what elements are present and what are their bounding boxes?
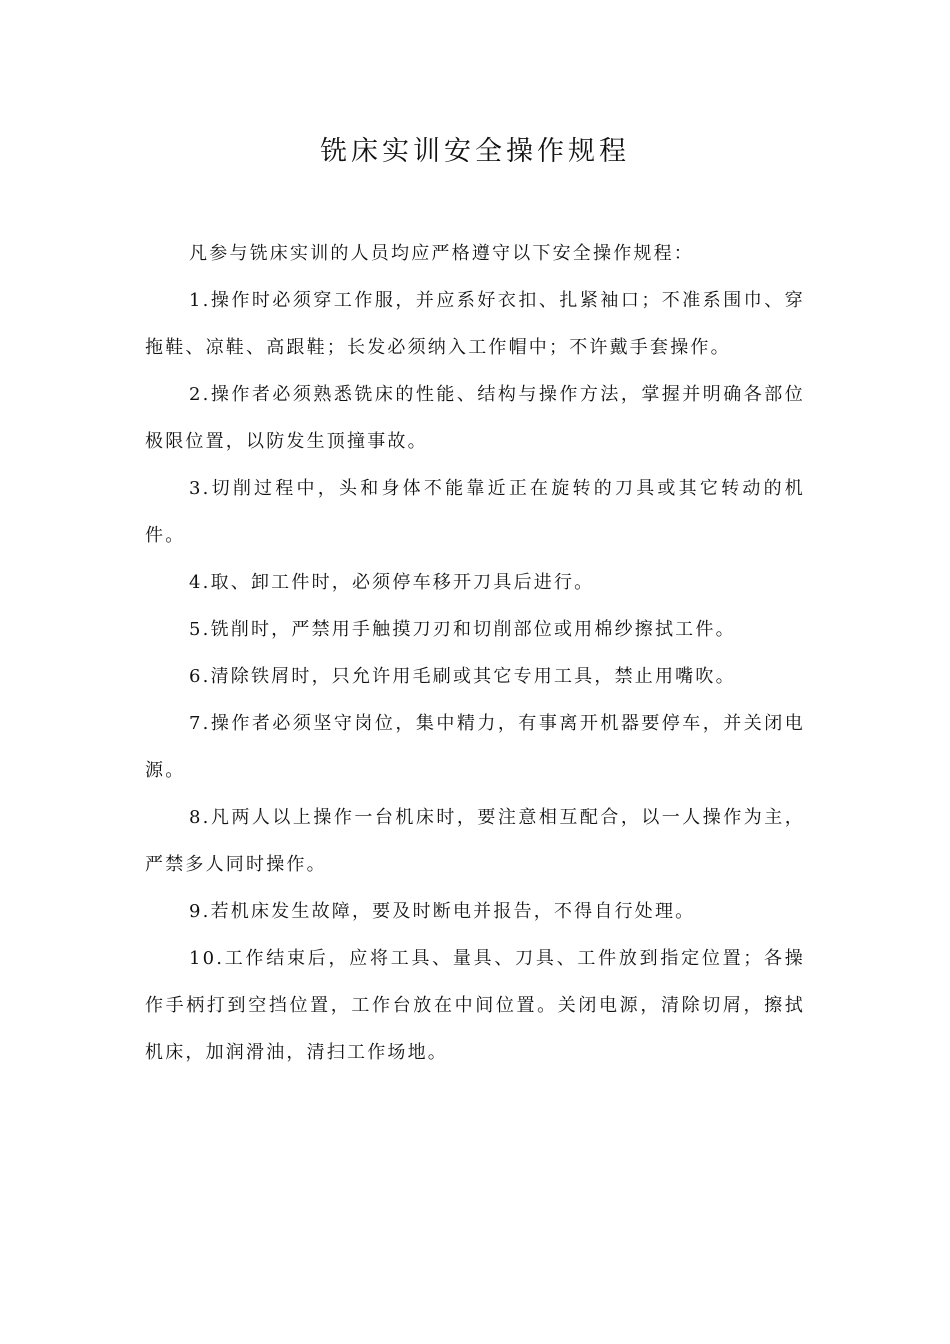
document-body: [145, 230, 805, 1076]
rule-item-6: 6.清除铁屑时，只允许用毛刷或其它专用工具，禁止用嘴吹。: [189, 666, 736, 687]
rule-item-10: 10.工作结束后，应将工具、量具、刀具、工件放到指定位置；各操作手柄打到空挡位置，工作台放在中间位置。关闭电源，清除切屑，擦拭机床，加润滑油，清扫工作场地。: [145, 948, 805, 1063]
rule-item-2: 2.操作者必须熟悉铣床的性能、结构与操作方法，掌握并明确各部位极限位置，以防发生顶撞事故。: [145, 384, 805, 452]
rule-item-5: 5.铣削时，严禁用手触摸刀刃和切削部位或用棉纱擦拭工件。: [189, 619, 736, 640]
rule-item-4: 4.取、卸工件时，必须停车移开刀具后进行。: [189, 572, 595, 593]
document-title: 铣床实训安全操作规程: [320, 136, 630, 167]
rule-item-1: 1.操作时必须穿工作服，并应系好衣扣、扎紧袖口；不准系围巾、穿拖鞋、凉鞋、高跟鞋；长发必须纳入工作帽中；不许戴手套操作。: [145, 290, 805, 358]
rule-item-8: 8.凡两人以上操作一台机床时，要注意相互配合，以一人操作为主，严禁多人同时操作。: [145, 807, 805, 875]
rule-item-9: 9.若机床发生故障，要及时断电并报告，不得自行处理。: [189, 901, 696, 922]
rule-item-7: 7.操作者必须坚守岗位，集中精力，有事离开机器要停车，并关闭电源。: [145, 713, 805, 781]
rule-item-3: 3.切削过程中，头和身体不能靠近正在旋转的刀具或其它转动的机件。: [145, 478, 805, 546]
intro-paragraph: 凡参与铣床实训的人员均应严格遵守以下安全操作规程：: [189, 243, 694, 264]
